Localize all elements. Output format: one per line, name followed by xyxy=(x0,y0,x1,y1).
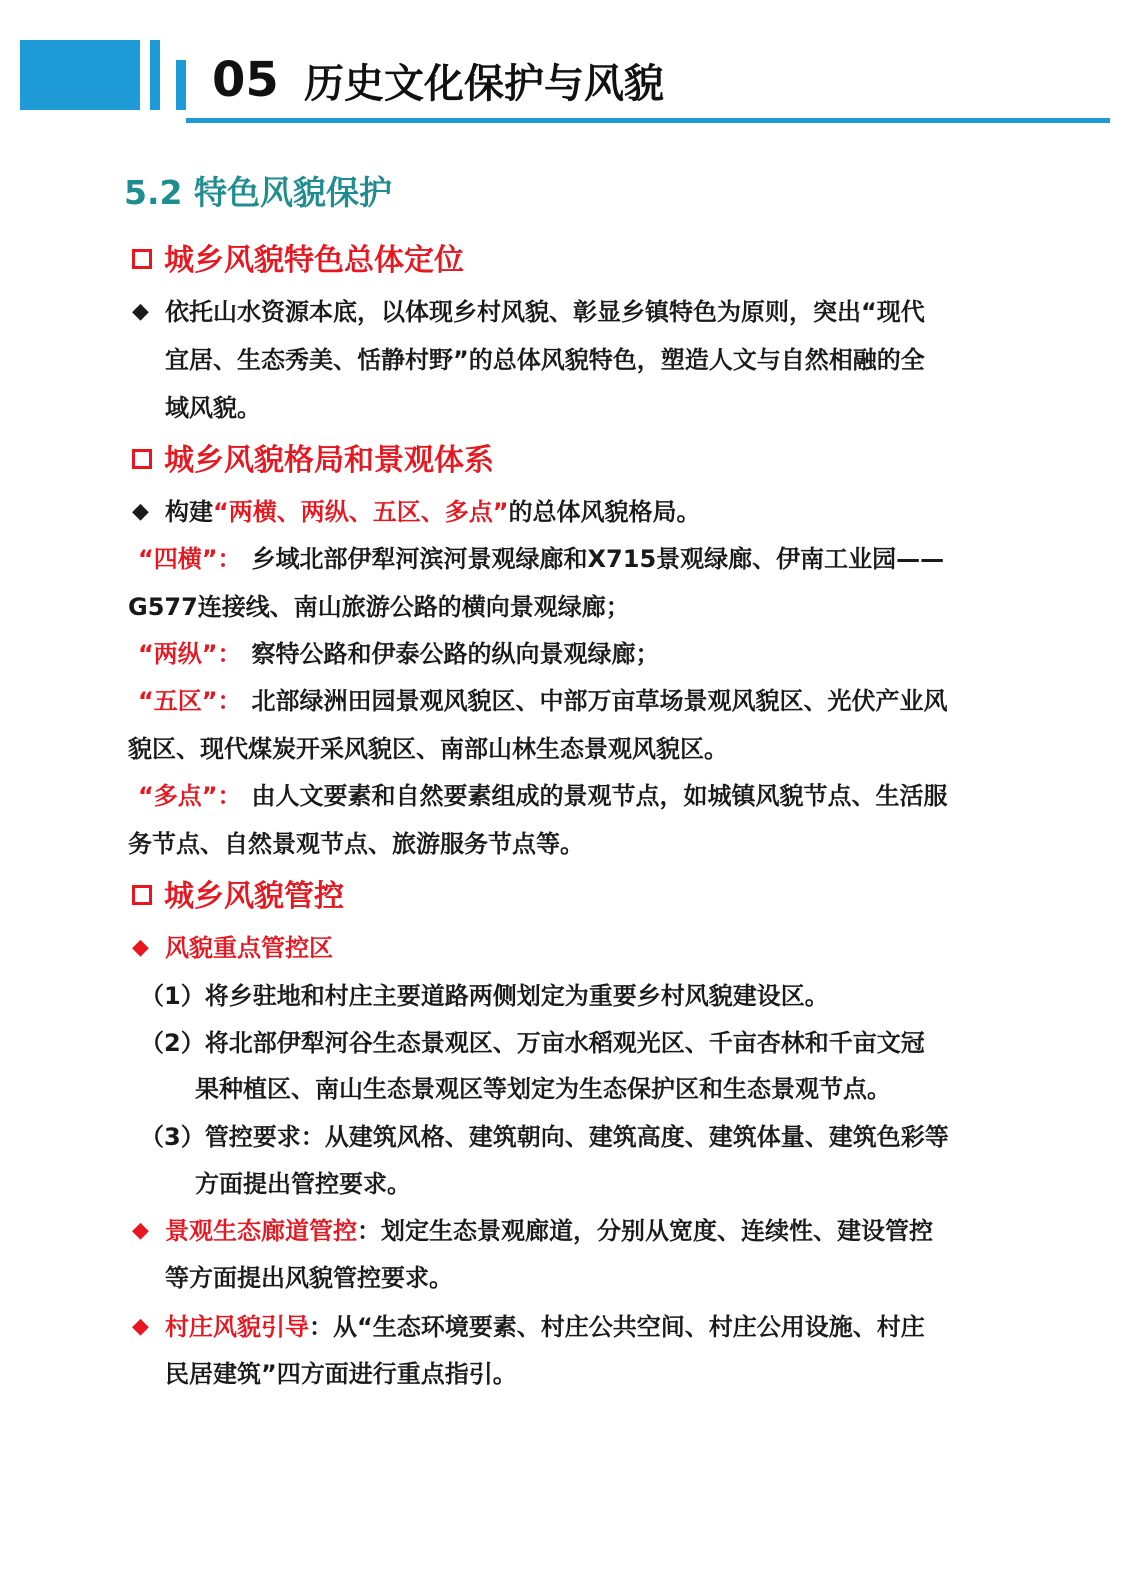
item-text: 将乡驻地和村庄主要道路两侧划定为重要乡村风貌建设区。 xyxy=(204,982,829,1010)
corridor-control-cont: 等方面提出风貌管控要求。 xyxy=(165,1264,453,1292)
heading-text: 城乡风貌格局和景观体系 xyxy=(164,443,494,478)
diamond-bullet-icon: ◆ xyxy=(132,499,149,524)
square-bullet-icon xyxy=(132,885,152,905)
pattern-item-five-zones xyxy=(138,689,948,713)
pattern-item-multi-points xyxy=(138,784,948,808)
header-rule xyxy=(186,118,1110,123)
pattern-item-four-horizontal xyxy=(138,547,944,571)
item-label: “两纵”： xyxy=(138,640,242,668)
square-bullet-icon xyxy=(132,249,152,269)
item-number: （3） xyxy=(140,1123,205,1151)
village-guidance xyxy=(165,1315,925,1339)
item-text: 由人文要素和自然要素组成的景观节点，如城镇风貌节点、生活服 xyxy=(251,782,948,810)
square-bullet-icon xyxy=(132,449,152,469)
overall-line-3: 域风貌。 xyxy=(165,394,261,422)
pattern-item-two-vertical xyxy=(138,642,660,666)
item-text: 察特公路和伊泰公路的纵向景观绿廊； xyxy=(251,640,660,668)
chapter-title: 历史文化保护与风貌 xyxy=(304,61,664,107)
header-accent-bar-1 xyxy=(150,40,160,110)
item-text: 管控要求：从建筑风格、建筑朝向、建筑高度、建筑体量、建筑色彩等 xyxy=(204,1123,949,1151)
heading-overall-positioning xyxy=(132,243,464,278)
item-number: （2） xyxy=(140,1029,205,1057)
item-label: “五区”： xyxy=(138,687,242,715)
corridor-text: ：划定生态景观廊道，分别从宽度、连续性、建设管控 xyxy=(357,1217,933,1245)
item-number: （1） xyxy=(140,982,205,1010)
header-accent-block xyxy=(20,40,140,110)
section-title: 5.2 特色风貌保护 xyxy=(124,173,392,212)
key-area-item-2 xyxy=(140,1031,925,1055)
key-area-item-2-cont: 果种植区、南山生态景观区等划定为生态保护区和生态景观节点。 xyxy=(195,1075,891,1103)
header-accent-bar-2 xyxy=(176,60,186,110)
heading-control xyxy=(132,879,344,914)
diamond-bullet-icon: ◆ xyxy=(132,1218,149,1243)
diamond-bullet-icon: ◆ xyxy=(132,1314,149,1339)
heading-pattern-landscape xyxy=(132,443,494,478)
heading-text: 城乡风貌特色总体定位 xyxy=(164,243,464,278)
item-label: “多点”： xyxy=(138,782,242,810)
pattern-item-five-zones-cont: 貌区、现代煤炭开采风貌区、南部山林生态景观风貌区。 xyxy=(128,735,728,763)
key-area-title: 风貌重点管控区 xyxy=(165,934,333,962)
village-text: ：从“生态环境要素、村庄公共空间、村庄公用设施、村庄 xyxy=(309,1313,925,1341)
key-area-item-1 xyxy=(140,984,829,1008)
intro-highlight: “两横、两纵、五区、多点” xyxy=(213,498,509,526)
key-area-item-3-cont: 方面提出管控要求。 xyxy=(195,1170,411,1198)
chapter-number: 05 xyxy=(212,52,279,108)
village-title: 村庄风貌引导 xyxy=(165,1313,309,1341)
diamond-bullet-icon: ◆ xyxy=(132,299,149,324)
pattern-item-multi-points-cont: 务节点、自然景观节点、旅游服务节点等。 xyxy=(128,830,584,858)
pattern-intro xyxy=(165,500,701,524)
overall-line-1: 依托山水资源本底，以体现乡村风貌、彰显乡镇特色为原则，突出“现代 xyxy=(165,298,925,326)
pattern-item-four-horizontal-cont: G577连接线、南山旅游公路的横向景观绿廊； xyxy=(128,593,630,621)
overall-line-2: 宜居、生态秀美、恬静村野”的总体风貌特色，塑造人文与自然相融的全 xyxy=(165,346,925,374)
village-guidance-cont: 民居建筑”四方面进行重点指引。 xyxy=(165,1360,517,1388)
corridor-control xyxy=(165,1219,933,1243)
key-area-item-3 xyxy=(140,1125,949,1149)
item-text: 北部绿洲田园景观风貌区、中部万亩草场景观风貌区、光伏产业风 xyxy=(251,687,948,715)
corridor-title: 景观生态廊道管控 xyxy=(165,1217,357,1245)
intro-suffix: 的总体风貌格局。 xyxy=(508,498,701,526)
diamond-bullet-icon: ◆ xyxy=(132,935,149,960)
item-text: 乡域北部伊犁河滨河景观绿廊和X715景观绿廊、伊南工业园—— xyxy=(251,545,945,573)
item-label: “四横”： xyxy=(138,545,242,573)
intro-prefix: 构建 xyxy=(165,498,213,526)
heading-text: 城乡风貌管控 xyxy=(164,879,344,914)
item-text: 将北部伊犁河谷生态景观区、万亩水稻观光区、千亩杏林和千亩文冠 xyxy=(204,1029,925,1057)
